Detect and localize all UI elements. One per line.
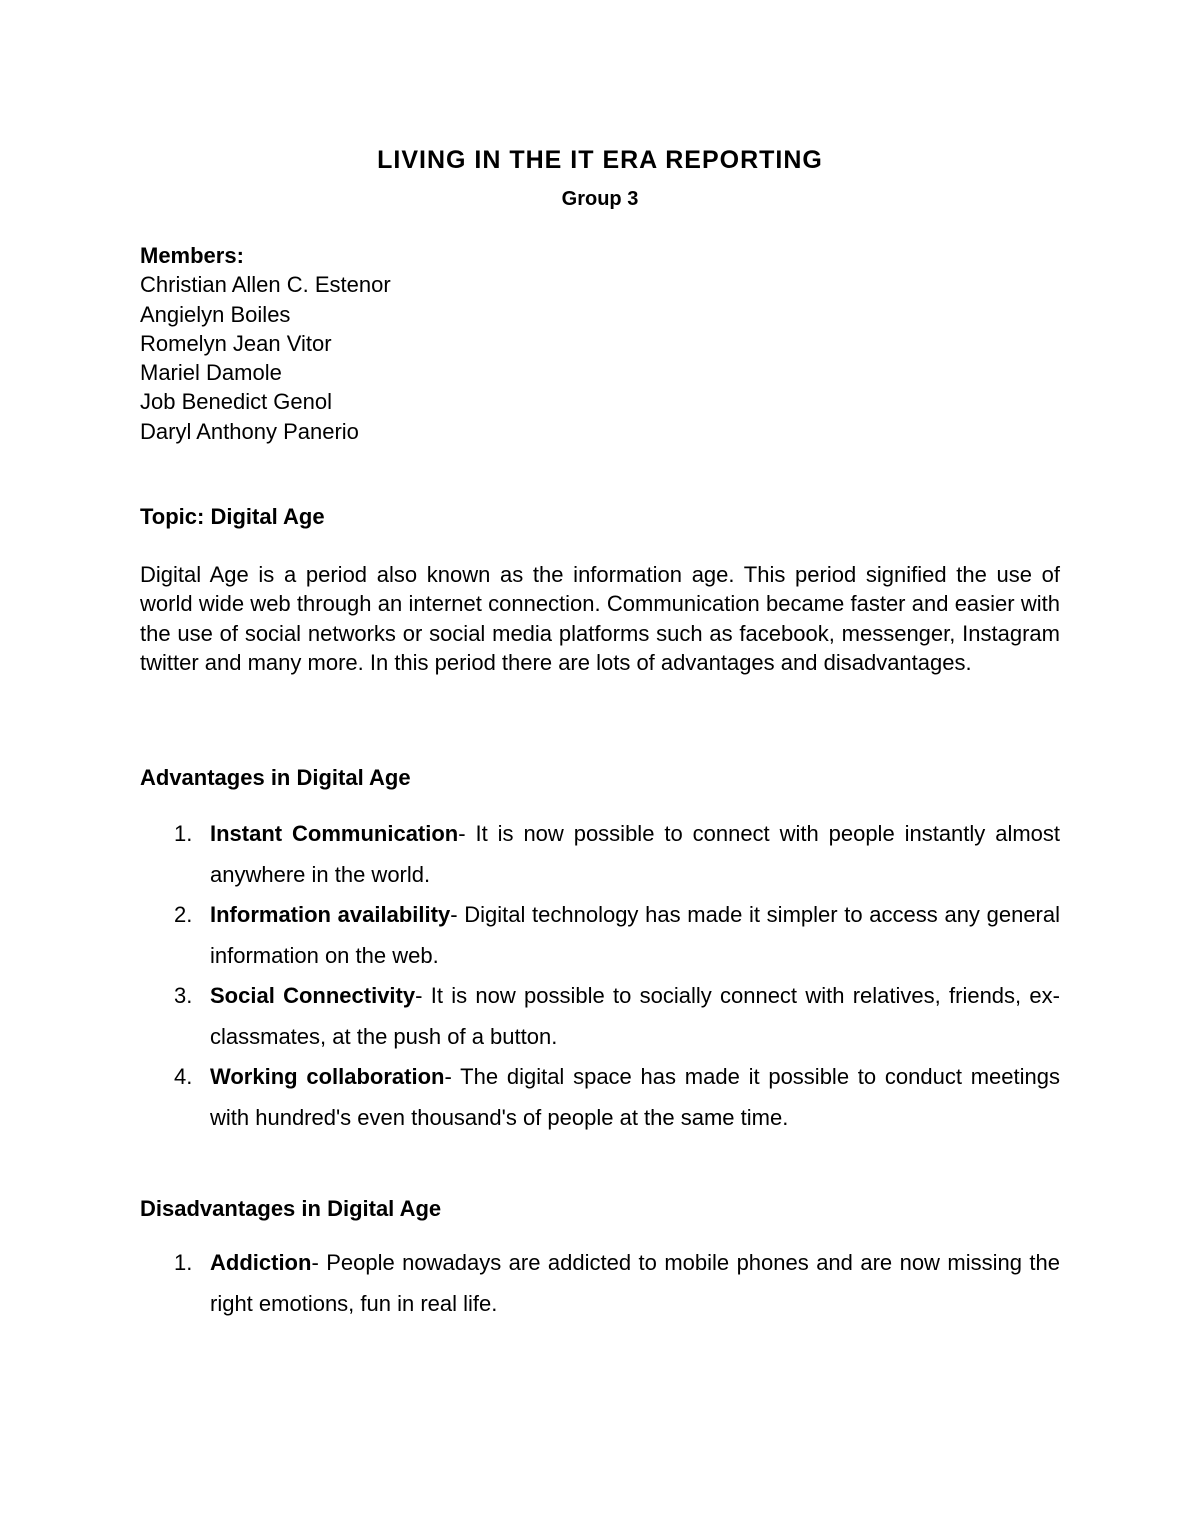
list-item: [140, 814, 1060, 895]
disadvantages-heading: Disadvantages in Digital Age: [140, 1196, 442, 1221]
member-name: Angielyn Boiles: [140, 301, 291, 327]
list-item: [140, 1057, 1060, 1138]
list-number: 1.: [174, 1250, 193, 1275]
list-number: 2.: [174, 902, 193, 927]
list-text: - People nowadays are addicted to mobile phones and are now missing the right emotions, fun in real life.: [210, 1250, 1060, 1316]
list-item: [140, 1243, 1060, 1324]
member-name: Christian Allen C. Estenor: [140, 272, 391, 298]
list-text: - It is now possible to socially connect with relatives, friends, ex-classmates, at the push of a button.: [210, 983, 1060, 1049]
disadvantages-list: [140, 1243, 1060, 1324]
intro-paragraph: Digital Age is a period also known as the information age. This period signified the use of world wide web through an internet connection. Communication became faster and easier with the use of social networks or social media platforms such as facebook, messenger, Instagram twitter and many more. In this period there are lots of advantages and disadvantages.: [140, 562, 1060, 675]
list-term: Information availability: [210, 902, 451, 927]
list-text: - Digital technology has made it simpler to access any general information on the web.: [210, 902, 1061, 968]
member-name: Daryl Anthony Panerio: [140, 418, 359, 444]
list-number: 4.: [174, 1064, 193, 1089]
list-number: 3.: [174, 983, 193, 1008]
list-term: Addiction: [210, 1250, 312, 1275]
advantages-heading: Advantages in Digital Age: [140, 765, 411, 790]
list-text: - The digital space has made it possible to conduct meetings with hundred's even thousand's of people at the same time.: [210, 1064, 1060, 1130]
advantages-list: [140, 814, 1060, 1138]
document-subtitle: Group 3: [561, 188, 639, 210]
list-item: [140, 976, 1060, 1057]
document-title: LIVING IN THE IT ERA REPORTING: [377, 146, 823, 174]
list-term: Social Connectivity: [210, 983, 416, 1008]
list-number: 1.: [174, 821, 193, 846]
member-name: Romelyn Jean Vitor: [140, 330, 332, 356]
members-section: [140, 241, 1060, 446]
list-term: Working collaboration: [210, 1064, 445, 1089]
topic-heading: Topic: Digital Age: [140, 504, 325, 529]
list-term: Instant Communication: [210, 821, 459, 846]
member-name: Mariel Damole: [140, 360, 282, 386]
list-item: [140, 895, 1060, 976]
list-text: - It is now possible to connect with people instantly almost anywhere in the world.: [210, 821, 1061, 887]
member-name: Job Benedict Genol: [140, 389, 333, 415]
members-label: Members:: [140, 243, 244, 268]
